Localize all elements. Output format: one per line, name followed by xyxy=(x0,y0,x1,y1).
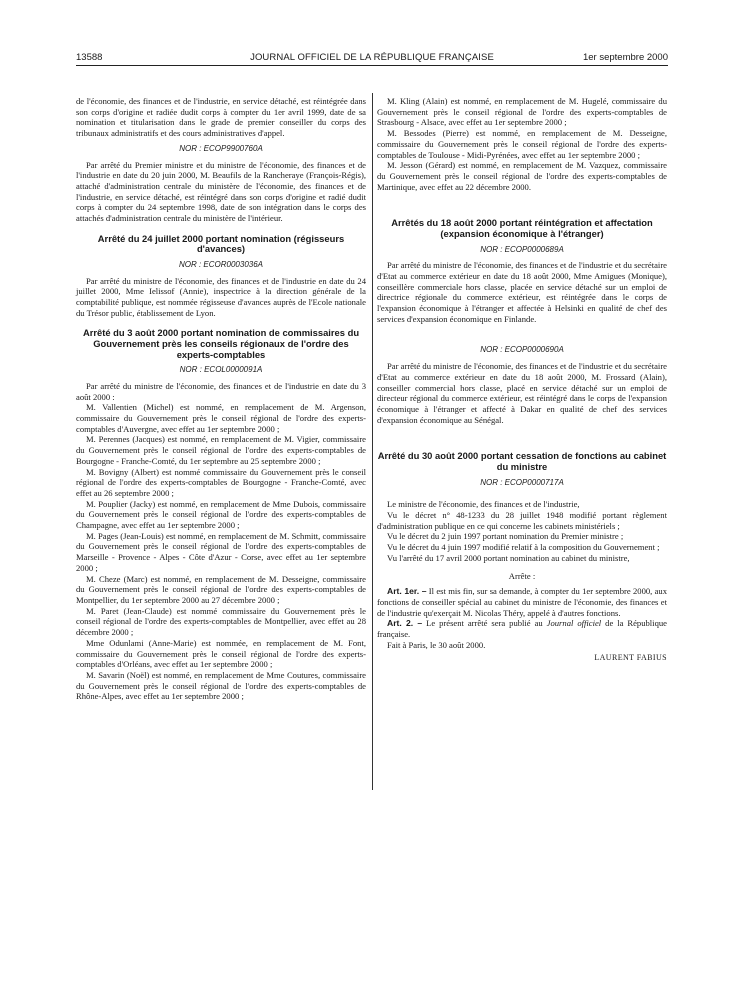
paragraph: M. Cheze (Marc) est nommé, en remplacement de M. Desseigne, commissaire du Gouvernement près le conseil régional de l'ordre des experts-comptables de Montpellier, du 1er septembre 2000 au 27 décembre 2000 ; xyxy=(76,573,366,605)
nor-reference: NOR : ECOR0003036A xyxy=(178,259,264,269)
paragraph: M. Kling (Alain) est nommé, en remplacement de M. Hugelé, commissaire du Gouvernement près le conseil régional de l'ordre des experts-comptables de Strasbourg - Alsace, avec effet au 1er septembre 2000 ; xyxy=(377,96,667,128)
header-rule xyxy=(76,65,668,66)
section-title: Arrêté du 30 août 2000 portant cessation de fonctions au cabinet du ministre xyxy=(377,450,667,472)
paragraph: Le ministre de l'économie, des finances et de l'industrie, xyxy=(387,499,580,510)
column-divider xyxy=(372,93,373,790)
paragraph: M. Pages (Jean-Louis) est nommé, en remplacement de M. Schmitt, commissaire du Gouvernement près le conseil régional de l'ordre des experts-comptables de Marseille - Provence - Alpes - Côte d'Azur - Corse, avec effet au 1er septembre 2000 ; xyxy=(76,530,366,573)
article-2: Art. 2. – Le présent arrêté sera publié au Journal officiel de la République française. xyxy=(377,618,667,639)
paragraph: Par arrêté du ministre de l'économie, des finances et de l'industrie et du secrétaire d'Etat au commerce extérieur en date du 18 août 2000, Mme Amigues (Monique), conseillère commerciale hors classe, placée en service détaché sur un emploi de directrice régionale du commerce extérieur, est réintégrée dans le corps de l'expansion économique à l'étranger et affectée à Helsinki en qualité de chef des services d'expansion économique en Finlande. xyxy=(377,260,667,324)
paragraph: M. Bessodes (Pierre) est nommé, en remplacement de M. Desseigne, commissaire du Gouvernement près le conseil régional de l'ordre des experts-comptables de Toulouse - Midi-Pyrénées, avec effet au 1er septembre 2000 ; xyxy=(377,128,667,160)
paragraph: Vu l'arrêté du 17 avril 2000 portant nomination au cabinet du ministre, xyxy=(387,552,630,563)
paragraph: M. Perennes (Jacques) est nommé, en remplacement de M. Vigier, commissaire du Gouvernement près le conseil régional de l'ordre des experts-comptables de Bourgogne - Franche-Comté, du 1er septembre au 25 septembre 2000 ; xyxy=(76,434,366,466)
paragraph: Par arrêté du ministre de l'économie, des finances et de l'industrie en date du 3 août 2000 : xyxy=(76,380,366,402)
paragraph: Par arrêté du ministre de l'économie, des finances et de l'industrie en date du 24 juillet 2000, Mme Ielissof (Annie), inspectrice à la direction générale de la comptabilité publique, est nommée régisseuse d'avances auprès de l'Ecole nationale du Trésor public, établissement de Lyon. xyxy=(76,275,366,318)
paragraph: Vu le décret n° 48-1233 du 28 juillet 1948 modifié portant règlement d'administration publique en ce qui concerne les cabinets ministériels ; xyxy=(377,509,667,531)
paragraph: Vu le décret du 2 juin 1997 portant nomination du Premier ministre ; xyxy=(387,531,624,542)
paragraph: M. Pouplier (Jacky) est nommé, en remplacement de Mme Dubois, commissaire du Gouvernement près le conseil régional de l'ordre des experts-comptables de Champagne, avec effet au 1er septembre 2000 ; xyxy=(76,498,366,531)
section-title: Arrêtés du 18 août 2000 portant réintégration et affectation (expansion économique à l'étranger) xyxy=(391,217,653,239)
paragraph: M. Vallentien (Michel) est nommé, en remplacement de M. Argenson, commissaire du Gouvernement près le conseil régional de l'ordre des experts-comptables d'Auvergne, avec effet au 1er septembre 2000 ; xyxy=(76,402,366,434)
page-number: 13588 xyxy=(76,52,103,63)
nor-reference: NOR : ECOP0000717A xyxy=(480,477,564,487)
paragraph: M. Savarin (Noël) est nommé, en remplacement de Mme Coutures, commissaire du Gouvernement près le conseil régional de l'ordre des experts-comptables de Rhône-Alpes, avec effet au 1er septembre 2000 ; xyxy=(76,669,366,702)
paragraph: de l'économie, des finances et de l'industrie, en service détaché, est réintégrée dans son corps d'origine et radiée dudit corps à compter du 1er avril 1999, date de sa nomination et titularisation dans le grade de premier conseiller du corps des tribunaux administratifs et des cours administratives d'appel. xyxy=(76,96,366,139)
section-title: Arrêté du 24 juillet 2000 portant nomination (régisseurs d'avances) xyxy=(97,232,345,255)
section-title: Arrêté du 3 août 2000 portant nomination de commissaires du Gouvernement près les conseils régionaux de l'ordre des experts-comptables xyxy=(82,327,360,360)
paragraph: M. Paret (Jean-Claude) est nommé commissaire du Gouvernement près le conseil régional de l'ordre des experts-comptables de Montpellier, avec effet au 28 décembre 2000 ; xyxy=(76,605,366,638)
nor-reference: NOR : ECOL0000091A xyxy=(179,365,263,375)
left-column xyxy=(76,96,366,702)
issue-date: 1er septembre 2000 xyxy=(582,52,668,63)
right-column xyxy=(377,96,667,664)
paragraph: Par arrêté du ministre de l'économie, des finances et de l'industrie et du secrétaire d'Etat au commerce extérieur en date du 18 août 2000, M. Frossard (Alain), conseiller commercial hors classe, placé en service détaché sur un emploi de directeur régional du commerce extérieur, est réintégré dans le corps de l'expansion économique à l'étranger et affecté à Dakar en qualité de chef des services d'expansion économique au Sénégal. xyxy=(377,361,667,425)
paragraph: M. Jesson (Gérard) est nommé, en remplacement de M. Vazquez, commissaire du Gouvernement près le conseil régional de l'ordre des experts-comptables de Martinique, avec effet au 22 décembre 2000. xyxy=(377,160,667,192)
journal-title: JOURNAL OFFICIEL DE LA RÉPUBLIQUE FRANÇAISE xyxy=(250,52,494,63)
arrete-label: Arrête : xyxy=(508,571,536,582)
page-header xyxy=(76,52,668,66)
paragraph: M. Bovigny (Albert) est nommé commissaire du Gouvernement près le conseil régional de l'ordre des experts-comptables de Bourgogne - Franche-Comté, avec effet au 26 septembre 2000 ; xyxy=(76,466,366,498)
nor-reference: NOR : ECOP0000689A xyxy=(480,244,564,254)
paragraph: Vu le décret du 4 juin 1997 modifié relatif à la composition du Gouvernement ; xyxy=(387,542,660,553)
nor-reference: NOR : ECOP9900760A xyxy=(179,143,263,153)
signature: LAURENT FABIUS xyxy=(594,653,667,663)
paragraph: Par arrêté du Premier ministre et du ministre de l'économie, des finances et de l'industrie en date du 20 juin 2000, M. Beaufils de la Rancheraye (François-Régis), attaché d'administration centrale du ministère de l'économie, des finances et de l'industrie, en service détaché, est réintégré dans son corps d'origine et radié dudit corps à compter du 24 septembre 1998, date de son intégration dans le corps des attachés d'administration centrale du ministère de l'intérieur. xyxy=(76,159,366,224)
nor-reference: NOR : ECOP0000690A xyxy=(480,345,564,355)
article-1: Art. 1er. – Il est mis fin, sur sa demande, à compter du 1er septembre 2000, aux fonctions de conseiller spécial au cabinet du ministre de l'économie, des finances et de l'industrie qu'exerçait M. Nicolas Théry, appelé à d'autres fonctions. xyxy=(377,586,668,618)
paragraph: Mme Odunlami (Anne-Marie) est nommée, en remplacement de M. Font, commissaire du Gouvernement près le conseil régional de l'ordre des experts-comptables d'Orléans, avec effet au 1er septembre 2000 ; xyxy=(76,637,366,670)
signing-place-date: Fait à Paris, le 30 août 2000. xyxy=(387,639,486,650)
